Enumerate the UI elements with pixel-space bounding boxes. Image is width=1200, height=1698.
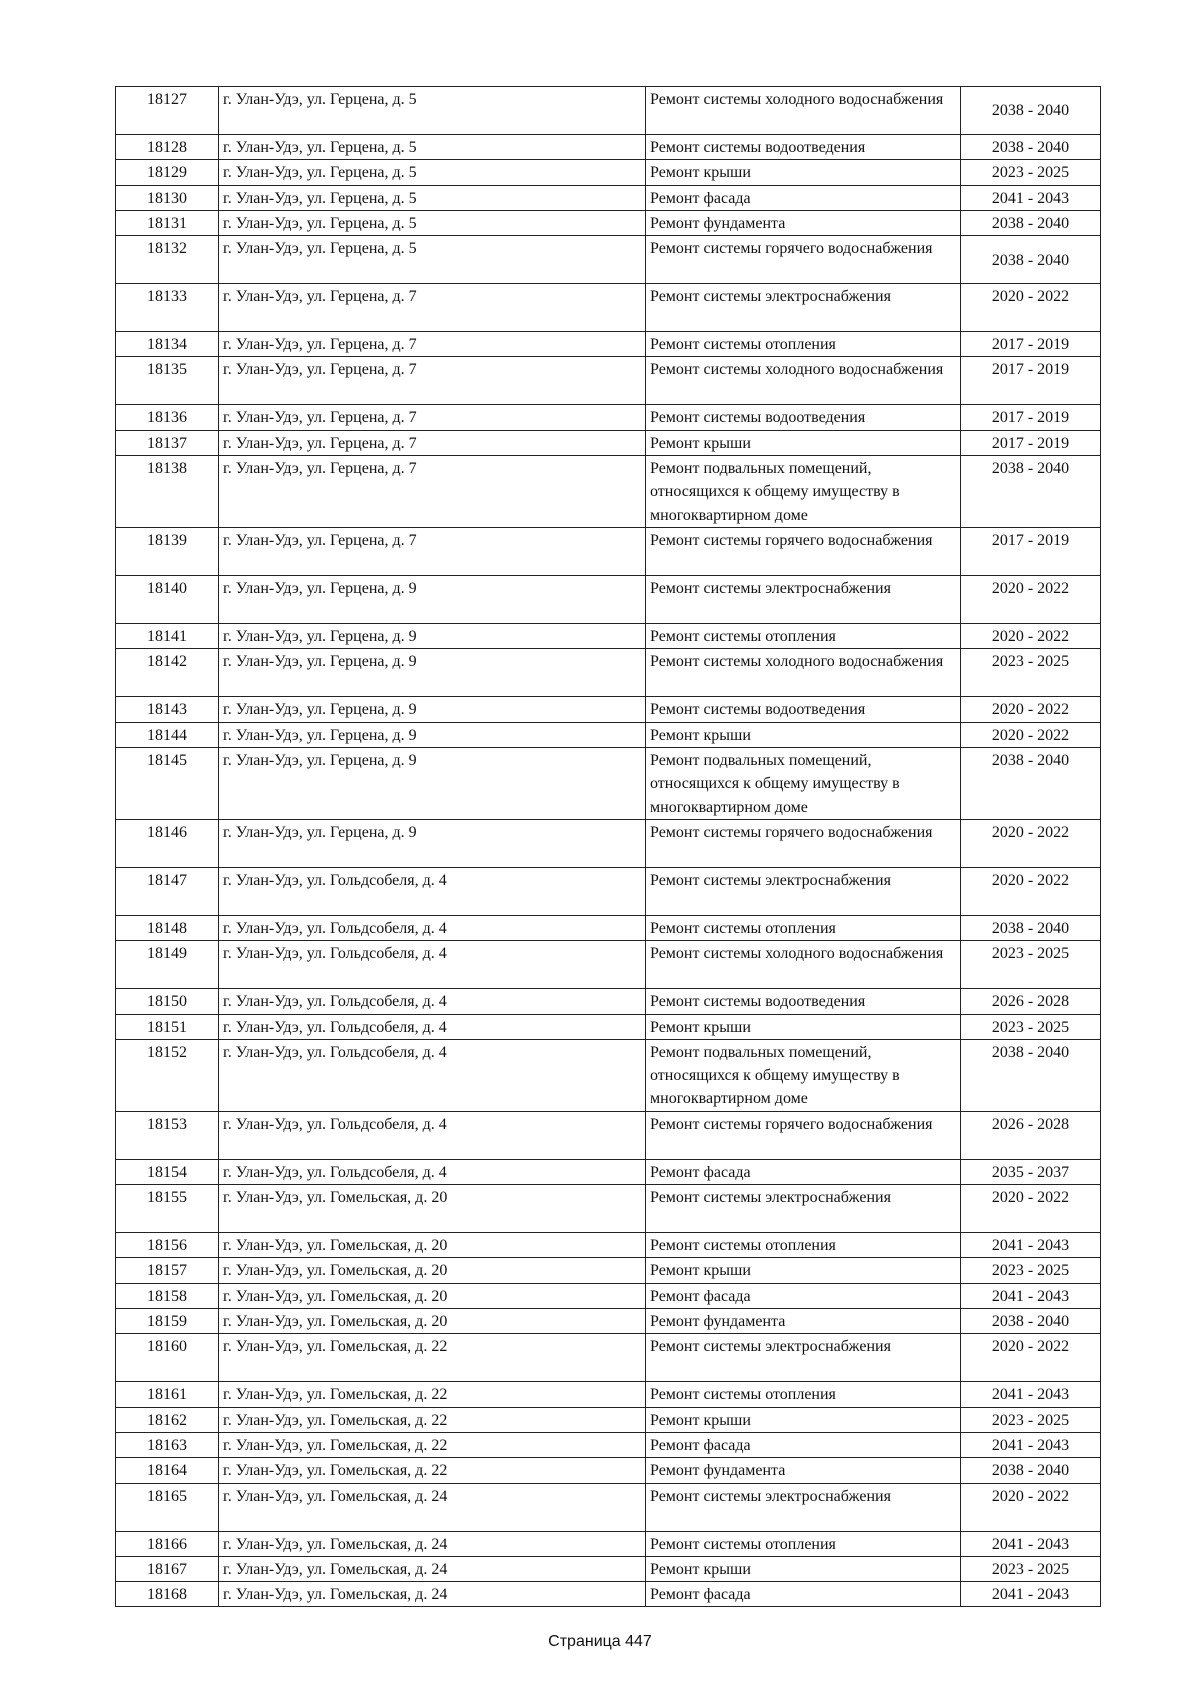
row-address-cell: г. Улан-Удэ, ул. Герцена, д. 9 — [219, 697, 646, 722]
row-address-cell: г. Улан-Удэ, ул. Гомельская, д. 20 — [219, 1233, 646, 1258]
table-row — [116, 1531, 1101, 1556]
table-row — [116, 722, 1101, 747]
row-address-cell: г. Улан-Удэ, ул. Герцена, д. 9 — [219, 819, 646, 867]
table-row — [116, 1407, 1101, 1432]
row-address-cell: г. Улан-Удэ, ул. Гомельская, д. 22 — [219, 1432, 646, 1457]
row-period-cell: 2023 - 2025 — [961, 1258, 1101, 1283]
row-address-cell: г. Улан-Удэ, ул. Герцена, д. 5 — [219, 185, 646, 210]
row-work-cell: Ремонт системы электроснабжения — [646, 1483, 961, 1531]
row-work-cell: Ремонт крыши — [646, 1014, 961, 1039]
table-row — [116, 1283, 1101, 1308]
row-work-cell: Ремонт подвальных помещений, относящихся к общему имуществу в многоквартирном доме — [646, 747, 961, 819]
row-work-cell: Ремонт крыши — [646, 1407, 961, 1432]
table-row — [116, 160, 1101, 185]
table-row — [116, 236, 1101, 284]
row-id-cell: 18152 — [116, 1039, 219, 1111]
row-address-cell: г. Улан-Удэ, ул. Гомельская, д. 22 — [219, 1382, 646, 1407]
row-period-cell: 2041 - 2043 — [961, 1283, 1101, 1308]
row-address-cell: г. Улан-Удэ, ул. Герцена, д. 5 — [219, 87, 646, 135]
row-id-cell: 18135 — [116, 357, 219, 405]
table-body — [116, 87, 1101, 1607]
row-work-cell: Ремонт крыши — [646, 722, 961, 747]
row-period-cell: 2023 - 2025 — [961, 1014, 1101, 1039]
table-row — [116, 576, 1101, 624]
row-address-cell: г. Улан-Удэ, ул. Гольдсобеля, д. 4 — [219, 915, 646, 940]
table-row — [116, 1185, 1101, 1233]
table-row — [116, 1309, 1101, 1334]
table-row — [116, 941, 1101, 989]
row-address-cell: г. Улан-Удэ, ул. Гольдсобеля, д. 4 — [219, 867, 646, 915]
row-id-cell: 18165 — [116, 1483, 219, 1531]
row-id-cell: 18162 — [116, 1407, 219, 1432]
table-row — [116, 1432, 1101, 1457]
row-period-cell: 2017 - 2019 — [961, 357, 1101, 405]
row-work-cell: Ремонт фундамента — [646, 1458, 961, 1483]
row-period-cell: 2038 - 2040 — [961, 210, 1101, 235]
row-id-cell: 18137 — [116, 430, 219, 455]
table-row — [116, 1258, 1101, 1283]
row-period-cell: 2020 - 2022 — [961, 284, 1101, 332]
row-work-cell: Ремонт фундамента — [646, 210, 961, 235]
table-row — [116, 87, 1101, 135]
row-address-cell: г. Улан-Удэ, ул. Гомельская, д. 22 — [219, 1458, 646, 1483]
row-id-cell: 18166 — [116, 1531, 219, 1556]
row-period-cell: 2041 - 2043 — [961, 1582, 1101, 1607]
table-row — [116, 747, 1101, 819]
table-row — [116, 1233, 1101, 1258]
row-address-cell: г. Улан-Удэ, ул. Герцена, д. 9 — [219, 722, 646, 747]
row-id-cell: 18158 — [116, 1283, 219, 1308]
row-period-cell: 2023 - 2025 — [961, 1407, 1101, 1432]
row-address-cell: г. Улан-Удэ, ул. Герцена, д. 9 — [219, 649, 646, 697]
row-period-cell: 2020 - 2022 — [961, 576, 1101, 624]
row-work-cell: Ремонт фундамента — [646, 1309, 961, 1334]
row-id-cell: 18150 — [116, 989, 219, 1014]
page-number: Страница 447 — [548, 1633, 652, 1650]
row-address-cell: г. Улан-Удэ, ул. Гомельская, д. 24 — [219, 1556, 646, 1581]
row-id-cell: 18138 — [116, 456, 219, 528]
row-work-cell: Ремонт крыши — [646, 430, 961, 455]
row-id-cell: 18156 — [116, 1233, 219, 1258]
row-address-cell: г. Улан-Удэ, ул. Герцена, д. 7 — [219, 405, 646, 430]
table-row — [116, 989, 1101, 1014]
table-row — [116, 624, 1101, 649]
row-work-cell: Ремонт системы водоотведения — [646, 697, 961, 722]
row-period-cell: 2017 - 2019 — [961, 405, 1101, 430]
row-work-cell: Ремонт системы водоотведения — [646, 405, 961, 430]
row-work-cell: Ремонт фасада — [646, 1159, 961, 1184]
row-address-cell: г. Улан-Удэ, ул. Герцена, д. 7 — [219, 332, 646, 357]
row-address-cell: г. Улан-Удэ, ул. Гомельская, д. 22 — [219, 1334, 646, 1382]
row-id-cell: 18141 — [116, 624, 219, 649]
row-period-cell: 2041 - 2043 — [961, 1531, 1101, 1556]
row-id-cell: 18168 — [116, 1582, 219, 1607]
row-period-cell: 2041 - 2043 — [961, 1432, 1101, 1457]
row-address-cell: г. Улан-Удэ, ул. Гольдсобеля, д. 4 — [219, 1111, 646, 1159]
row-work-cell: Ремонт системы горячего водоснабжения — [646, 528, 961, 576]
table-row — [116, 456, 1101, 528]
table-row — [116, 1014, 1101, 1039]
row-id-cell: 18147 — [116, 867, 219, 915]
row-id-cell: 18143 — [116, 697, 219, 722]
row-address-cell: г. Улан-Удэ, ул. Гомельская, д. 20 — [219, 1309, 646, 1334]
row-work-cell: Ремонт системы электроснабжения — [646, 1185, 961, 1233]
row-period-cell: 2035 - 2037 — [961, 1159, 1101, 1184]
row-address-cell: г. Улан-Удэ, ул. Гомельская, д. 22 — [219, 1407, 646, 1432]
row-address-cell: г. Улан-Удэ, ул. Герцена, д. 9 — [219, 747, 646, 819]
table-row — [116, 284, 1101, 332]
table-row — [116, 1334, 1101, 1382]
row-period-cell: 2038 - 2040 — [961, 1309, 1101, 1334]
row-address-cell: г. Улан-Удэ, ул. Герцена, д. 7 — [219, 357, 646, 405]
row-work-cell: Ремонт системы отопления — [646, 332, 961, 357]
row-period-cell: 2038 - 2040 — [961, 135, 1101, 160]
row-address-cell: г. Улан-Удэ, ул. Гомельская, д. 20 — [219, 1185, 646, 1233]
row-id-cell: 18128 — [116, 135, 219, 160]
row-address-cell: г. Улан-Удэ, ул. Герцена, д. 7 — [219, 456, 646, 528]
row-period-cell: 2020 - 2022 — [961, 819, 1101, 867]
table-row — [116, 1458, 1101, 1483]
table-row — [116, 405, 1101, 430]
row-period-cell: 2017 - 2019 — [961, 430, 1101, 455]
row-period-cell: 2038 - 2040 — [961, 1039, 1101, 1111]
row-work-cell: Ремонт системы отопления — [646, 1531, 961, 1556]
row-id-cell: 18155 — [116, 1185, 219, 1233]
row-id-cell: 18139 — [116, 528, 219, 576]
row-work-cell: Ремонт системы холодного водоснабжения — [646, 357, 961, 405]
row-id-cell: 18136 — [116, 405, 219, 430]
row-id-cell: 18142 — [116, 649, 219, 697]
row-id-cell: 18144 — [116, 722, 219, 747]
row-address-cell: г. Улан-Удэ, ул. Гольдсобеля, д. 4 — [219, 1039, 646, 1111]
row-address-cell: г. Улан-Удэ, ул. Гомельская, д. 24 — [219, 1531, 646, 1556]
row-address-cell: г. Улан-Удэ, ул. Гольдсобеля, д. 4 — [219, 1159, 646, 1184]
row-id-cell: 18134 — [116, 332, 219, 357]
row-work-cell: Ремонт системы водоотведения — [646, 135, 961, 160]
row-id-cell: 18161 — [116, 1382, 219, 1407]
row-period-cell: 2020 - 2022 — [961, 867, 1101, 915]
table-row — [116, 357, 1101, 405]
row-work-cell: Ремонт системы отопления — [646, 624, 961, 649]
table-row — [116, 819, 1101, 867]
row-address-cell: г. Улан-Удэ, ул. Герцена, д. 7 — [219, 284, 646, 332]
row-work-cell: Ремонт фасада — [646, 1432, 961, 1457]
row-work-cell: Ремонт системы горячего водоснабжения — [646, 236, 961, 284]
table-row — [116, 1582, 1101, 1607]
row-period-cell: 2020 - 2022 — [961, 722, 1101, 747]
row-work-cell: Ремонт фасада — [646, 185, 961, 210]
row-id-cell: 18133 — [116, 284, 219, 332]
row-work-cell: Ремонт крыши — [646, 1556, 961, 1581]
row-id-cell: 18151 — [116, 1014, 219, 1039]
table-row — [116, 135, 1101, 160]
row-period-cell: 2038 - 2040 — [961, 456, 1101, 528]
table-row — [116, 1039, 1101, 1111]
row-id-cell: 18149 — [116, 941, 219, 989]
table-row — [116, 1159, 1101, 1184]
row-id-cell: 18130 — [116, 185, 219, 210]
row-work-cell: Ремонт системы горячего водоснабжения — [646, 819, 961, 867]
repair-schedule-table — [115, 86, 1101, 1607]
row-work-cell: Ремонт системы электроснабжения — [646, 284, 961, 332]
row-work-cell: Ремонт системы отопления — [646, 1382, 961, 1407]
row-id-cell: 18164 — [116, 1458, 219, 1483]
row-work-cell: Ремонт системы отопления — [646, 1233, 961, 1258]
row-period-cell: 2020 - 2022 — [961, 624, 1101, 649]
row-period-cell: 2023 - 2025 — [961, 160, 1101, 185]
row-address-cell: г. Улан-Удэ, ул. Герцена, д. 7 — [219, 430, 646, 455]
row-period-cell: 2023 - 2025 — [961, 1556, 1101, 1581]
row-period-cell: 2017 - 2019 — [961, 528, 1101, 576]
row-id-cell: 18145 — [116, 747, 219, 819]
row-period-cell: 2041 - 2043 — [961, 1233, 1101, 1258]
table-row — [116, 915, 1101, 940]
row-period-cell: 2026 - 2028 — [961, 989, 1101, 1014]
row-work-cell: Ремонт фасада — [646, 1283, 961, 1308]
row-address-cell: г. Улан-Удэ, ул. Гольдсобеля, д. 4 — [219, 989, 646, 1014]
row-work-cell: Ремонт крыши — [646, 1258, 961, 1283]
row-period-cell: 2026 - 2028 — [961, 1111, 1101, 1159]
row-work-cell: Ремонт подвальных помещений, относящихся к общему имуществу в многоквартирном доме — [646, 1039, 961, 1111]
row-work-cell: Ремонт подвальных помещений, относящихся к общему имуществу в многоквартирном доме — [646, 456, 961, 528]
row-address-cell: г. Улан-Удэ, ул. Гомельская, д. 20 — [219, 1258, 646, 1283]
row-id-cell: 18163 — [116, 1432, 219, 1457]
row-id-cell: 18129 — [116, 160, 219, 185]
table-row — [116, 332, 1101, 357]
row-work-cell: Ремонт системы холодного водоснабжения — [646, 649, 961, 697]
table-row — [116, 697, 1101, 722]
row-address-cell: г. Улан-Удэ, ул. Герцена, д. 7 — [219, 528, 646, 576]
row-address-cell: г. Улан-Удэ, ул. Герцена, д. 9 — [219, 624, 646, 649]
row-period-cell: 2038 - 2040 — [961, 1458, 1101, 1483]
table-row — [116, 1556, 1101, 1581]
row-address-cell: г. Улан-Удэ, ул. Герцена, д. 5 — [219, 160, 646, 185]
row-address-cell: г. Улан-Удэ, ул. Герцена, д. 5 — [219, 210, 646, 235]
row-work-cell: Ремонт системы водоотведения — [646, 989, 961, 1014]
row-period-cell: 2041 - 2043 — [961, 1382, 1101, 1407]
row-address-cell: г. Улан-Удэ, ул. Герцена, д. 5 — [219, 236, 646, 284]
row-id-cell: 18159 — [116, 1309, 219, 1334]
row-id-cell: 18140 — [116, 576, 219, 624]
table-row — [116, 430, 1101, 455]
table-row — [116, 1382, 1101, 1407]
row-id-cell: 18153 — [116, 1111, 219, 1159]
row-work-cell: Ремонт системы холодного водоснабжения — [646, 941, 961, 989]
row-work-cell: Ремонт системы горячего водоснабжения — [646, 1111, 961, 1159]
table-row — [116, 210, 1101, 235]
row-address-cell: г. Улан-Удэ, ул. Герцена, д. 5 — [219, 135, 646, 160]
row-id-cell: 18160 — [116, 1334, 219, 1382]
row-address-cell: г. Улан-Удэ, ул. Гомельская, д. 20 — [219, 1283, 646, 1308]
row-period-cell: 2020 - 2022 — [961, 697, 1101, 722]
row-period-cell: 2023 - 2025 — [961, 649, 1101, 697]
row-period-cell: 2020 - 2022 — [961, 1483, 1101, 1531]
row-work-cell: Ремонт крыши — [646, 160, 961, 185]
row-address-cell: г. Улан-Удэ, ул. Гомельская, д. 24 — [219, 1582, 646, 1607]
row-period-cell: 2023 - 2025 — [961, 941, 1101, 989]
table-row — [116, 528, 1101, 576]
row-work-cell: Ремонт системы отопления — [646, 915, 961, 940]
table-row — [116, 185, 1101, 210]
row-period-cell: 2038 - 2040 — [961, 915, 1101, 940]
row-id-cell: 18148 — [116, 915, 219, 940]
table-row — [116, 1111, 1101, 1159]
row-id-cell: 18146 — [116, 819, 219, 867]
row-work-cell: Ремонт системы электроснабжения — [646, 1334, 961, 1382]
table-row — [116, 867, 1101, 915]
row-id-cell: 18167 — [116, 1556, 219, 1581]
row-work-cell: Ремонт системы электроснабжения — [646, 576, 961, 624]
table-row — [116, 649, 1101, 697]
row-work-cell: Ремонт системы холодного водоснабжения — [646, 87, 961, 135]
row-period-cell: 2038 - 2040 — [961, 747, 1101, 819]
row-id-cell: 18127 — [116, 87, 219, 135]
row-address-cell: г. Улан-Удэ, ул. Гомельская, д. 24 — [219, 1483, 646, 1531]
row-period-cell: 2020 - 2022 — [961, 1334, 1101, 1382]
row-period-cell: 2041 - 2043 — [961, 185, 1101, 210]
row-id-cell: 18154 — [116, 1159, 219, 1184]
row-id-cell: 18131 — [116, 210, 219, 235]
row-work-cell: Ремонт системы электроснабжения — [646, 867, 961, 915]
row-period-cell: 2038 - 2040 — [961, 87, 1101, 135]
row-id-cell: 18157 — [116, 1258, 219, 1283]
table-row — [116, 1483, 1101, 1531]
row-work-cell: Ремонт фасада — [646, 1582, 961, 1607]
row-id-cell: 18132 — [116, 236, 219, 284]
row-address-cell: г. Улан-Удэ, ул. Гольдсобеля, д. 4 — [219, 941, 646, 989]
row-address-cell: г. Улан-Удэ, ул. Гольдсобеля, д. 4 — [219, 1014, 646, 1039]
row-period-cell: 2017 - 2019 — [961, 332, 1101, 357]
document-sheet — [115, 86, 1100, 1607]
row-address-cell: г. Улан-Удэ, ул. Герцена, д. 9 — [219, 576, 646, 624]
row-period-cell: 2020 - 2022 — [961, 1185, 1101, 1233]
row-period-cell: 2038 - 2040 — [961, 236, 1101, 284]
